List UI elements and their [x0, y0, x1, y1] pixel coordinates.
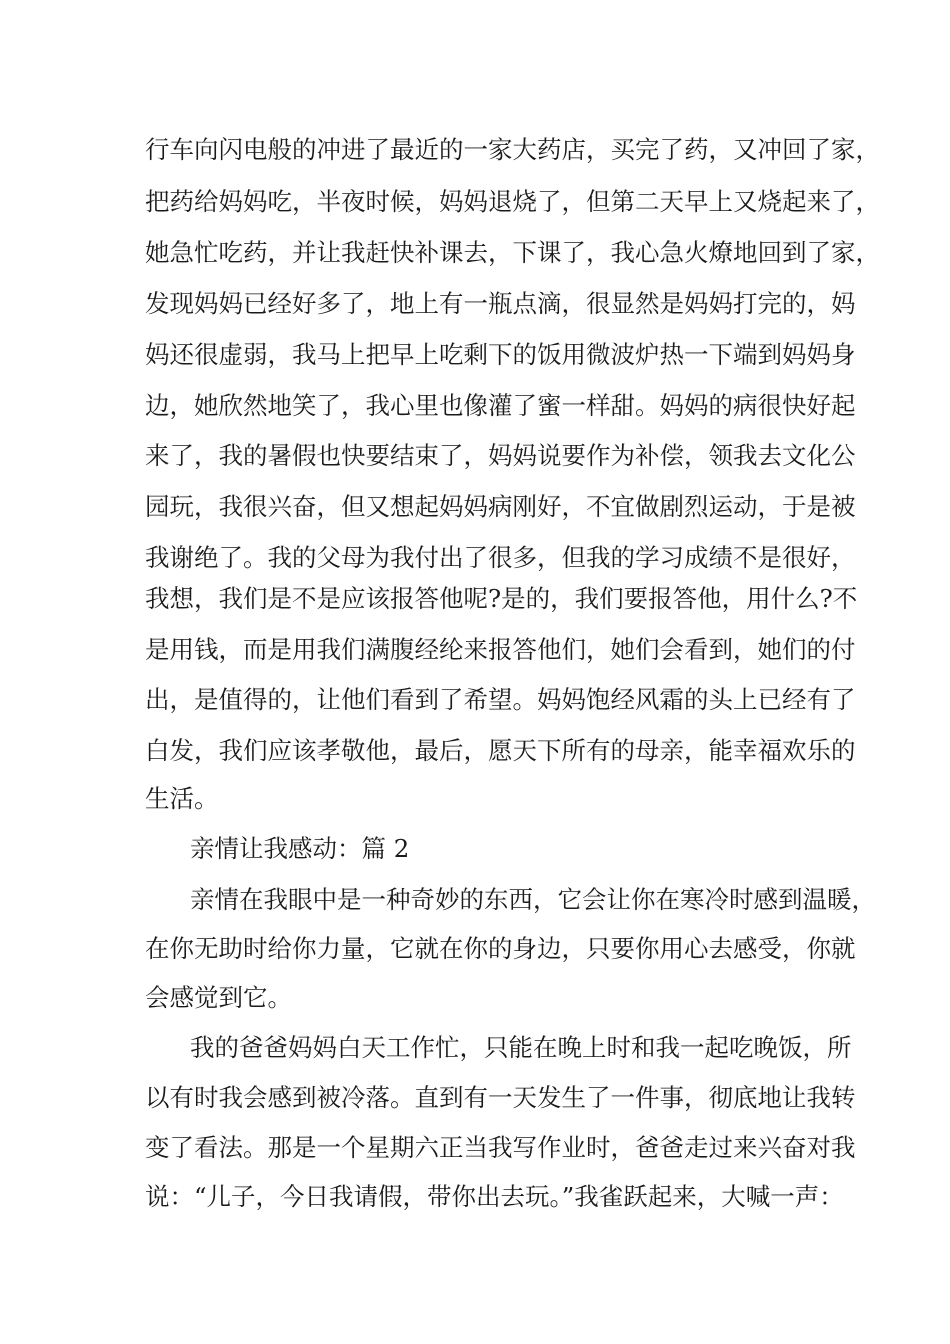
- text-line: 白发，我们应该孝敬他，最后，愿天下所有的母亲，能幸福欢乐的: [145, 736, 856, 765]
- text-line: 是用钱，而是用我们满腹经纶来报答他们，她们会看到，她们的付: [145, 635, 856, 664]
- text-line: 我想，我们是不是应该报答他呢?是的，我们要报答他，用什么?不: [145, 584, 858, 613]
- text-line: 以有时我会感到被冷落。直到有一天发生了一件事，彻底地让我转: [145, 1083, 856, 1112]
- text-line: 园玩，我很兴奋，但又想起妈妈病刚好，不宜做剧烈运动，于是被: [145, 492, 856, 521]
- text-line: 出，是值得的，让他们看到了希望。妈妈饱经风霜的头上已经有了: [145, 685, 856, 714]
- text-line: 行车向闪电般的冲进了最近的一家大药店，买完了药，又冲回了家，: [145, 135, 880, 164]
- text-line: 生活。: [145, 784, 219, 813]
- text-line: 她急忙吃药，并让我赶快补课去，下课了，我心急火燎地回到了家，: [145, 238, 880, 267]
- text-line: 妈还很虚弱，我马上把早上吃剩下的饭用微波炉热一下端到妈妈身: [145, 340, 856, 369]
- text-line: 我谢绝了。我的父母为我付出了很多，但我的学习成绩不是很好，: [145, 543, 856, 572]
- text-line: 把药给妈妈吃，半夜时候，妈妈退烧了，但第二天早上又烧起来了，: [145, 187, 880, 216]
- text-line: 来了，我的暑假也快要结束了，妈妈说要作为补偿，领我去文化公: [145, 441, 856, 470]
- section-heading: 亲情让我感动：篇 2: [190, 834, 410, 863]
- text-line: 会感觉到它。: [145, 983, 292, 1012]
- text-line: 发现妈妈已经好多了，地上有一瓶点滴，很显然是妈妈打完的，妈: [145, 289, 856, 318]
- text-line: 说：“儿子，今日我请假，带你出去玩。”我雀跃起来，大喊一声：: [145, 1182, 844, 1211]
- text-line: 边，她欣然地笑了，我心里也像灌了蜜一样甜。妈妈的病很快好起: [145, 391, 856, 420]
- text-line: 变了看法。那是一个星期六正当我写作业时，爸爸走过来兴奋对我: [145, 1133, 856, 1162]
- text-line: 我的爸爸妈妈白天工作忙，只能在晚上时和我一起吃晚饭，所: [190, 1033, 852, 1062]
- text-line: 在你无助时给你力量，它就在你的身边，只要你用心去感受，你就: [145, 934, 856, 963]
- text-line: 亲情在我眼中是一种奇妙的东西，它会让你在寒冷时感到温暖，: [190, 885, 876, 914]
